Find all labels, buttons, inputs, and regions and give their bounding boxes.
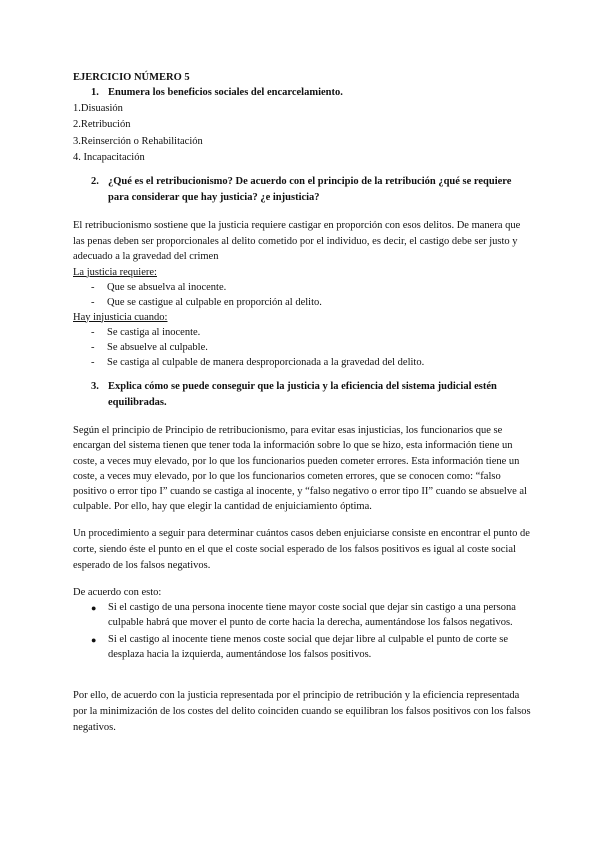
benefits-list (73, 101, 533, 167)
paragraph-errores: Según el principio de Principio de retribucionismo, para evitar esas injusticias, los funcionarios que se encargan del sistema tienen que tener toda la información sobre lo que se hizo, esta información tiene un coste, a veces muy elevado, por lo que los funcionarios pueden cometer errores. Esta información tiene un coste, a veces muy elevado, por lo que los funcionarios cometen errores, que se conocen como: “falso positivo o error tipo I” cuando se castiga al inocente, y “falso negativo o error tipo II” cuando se absuelve al culpable. Por ello, hay que elegir la cantidad de enjuiciamiento óptima. (73, 425, 527, 513)
question-3-number: 3. (91, 381, 99, 392)
question-1 (73, 86, 533, 167)
list-item: 2.Retribución (73, 119, 131, 130)
list-item: - Que se castigue al culpable en proporción al delito. (91, 296, 322, 308)
list-item: - Se castiga al inocente. (91, 326, 201, 338)
question-2 (73, 174, 533, 206)
document-title: EJERCICIO NÚMERO 5 (73, 72, 190, 83)
answer-2 (73, 218, 533, 370)
bullet-icon: ● (91, 635, 97, 645)
list-item: 4. Incapacitación (73, 152, 145, 163)
question-3-text: Explica cómo se puede conseguir que la justicia y la eficiencia del sistema judicial estén equilibradas. (108, 381, 497, 408)
list-item: 1.Disuasión (73, 102, 123, 114)
paragraph-punto-corte: Un procedimiento a seguir para determinar cuántos casos deben enjuiciarse consiste en encontrar el punto de corte, siendo éste el punto en el que el coste social esperado de los falsos positivos es igual al coste social esperado de los falsos negativos. (73, 528, 530, 571)
list-item: - Se absuelve al culpable. (91, 341, 208, 353)
paragraph-retribucionismo: El retribucionismo sostiene que la justicia requiere castigar en proporción con esos delitos. De manera que las penas deben ser proporcionales al delito cometido por el individuo, es decir, el castigo debe ser justo y adecuado a la gravedad del crimen (73, 220, 521, 262)
bullet-icon: ● (91, 603, 97, 613)
list-item: 3.Reinserción o Rehabilitación (73, 135, 203, 147)
paragraph-de-acuerdo: De acuerdo con esto: (73, 587, 162, 598)
list-item: - Se castiga al culpable de manera desproporcionada a la gravedad del delito. (91, 356, 425, 368)
justicia-list (73, 280, 533, 310)
question-1-text: Enumera los beneficios sociales del encarcelamiento. (108, 87, 343, 98)
question-1-number: 1. (91, 87, 99, 98)
paragraph-conclusion: Por ello, de acuerdo con la justicia representada por el principio de retribución y la eficiencia representada por la minimización de los costes del delito coinciden cuando se equilibran los falsos positivos con los falsos negativos. (73, 690, 531, 733)
bullet-list (73, 601, 533, 662)
question-2-number: 2. (91, 176, 99, 187)
question-3 (73, 379, 533, 411)
list-item: ● Si el castigo de una persona inocente tiene mayor coste social que dejar sin castigo a una persona culpable habrá que mover el punto de corte hacia la derecha, aumentándose los falsos negativos. (73, 601, 533, 630)
justicia-label: La justicia requiere: (73, 266, 157, 278)
injusticia-label: Hay injusticia cuando: (73, 311, 168, 323)
injusticia-list (73, 325, 533, 370)
list-item: ● Si el castigo al inocente tiene menos coste social que dejar libre al culpable el punto de corte se desplaza hacia la izquierda, aumentándose los falsos positivos. (73, 633, 533, 662)
list-item: - Que se absuelva al inocente. (91, 281, 227, 293)
question-2-text: ¿Qué es el retribucionismo? De acuerdo con el principio de la retribución ¿qué se requiere para considerar que hay justicia? ¿e injusticia? (108, 176, 512, 203)
